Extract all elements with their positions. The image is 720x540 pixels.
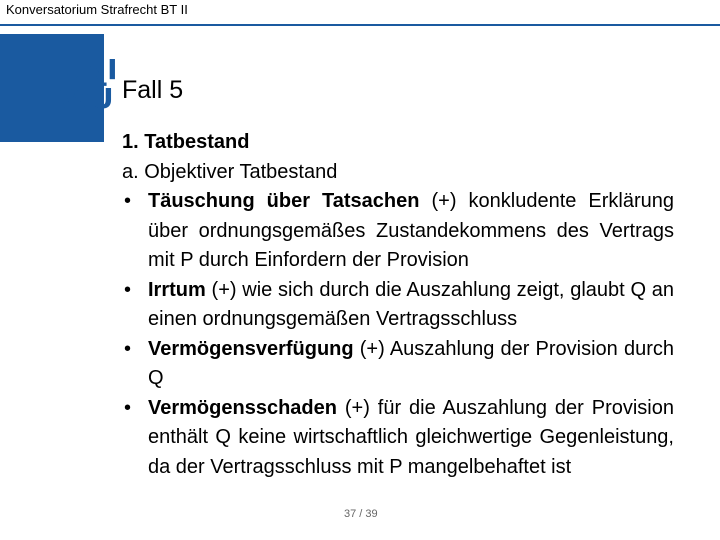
bullet-text: (+) Auszahlung der Provision durch Q — [148, 337, 674, 389]
list-item — [122, 276, 674, 335]
bullet-term: Täuschung über Tatsachen — [148, 190, 420, 212]
bullet-text: (+) wie sich durch die Auszahlung zeigt, glaubt Q an einen ordnungsgemäßen Vertragsschluss — [148, 278, 674, 330]
logo-line-1: UNI — [59, 53, 119, 86]
university-logo-text — [59, 55, 119, 113]
bullet-icon: • — [124, 337, 132, 360]
bullet-icon: • — [124, 278, 132, 301]
logo-line-2: WÜ — [59, 82, 115, 115]
subsection-heading: a. Objektiver Tatbestand — [122, 160, 338, 183]
bullet-term: Irrtum — [148, 278, 206, 301]
bullet-text: (+) konkludente Erklärung über ordnungsgemäßes Zustandekommens des Vertrags mit P durch Einfordern der Provision — [148, 190, 674, 271]
bullet-text: (+) für die Auszahlung der Provision enthält Q keine wirtschaftlich gleichwertige Gegenleistung, da der Vertragsschluss mit P mangelbehaftet ist — [148, 396, 674, 478]
bullet-icon: • — [124, 396, 132, 419]
slide-title: Fall 5 — [122, 76, 184, 104]
bullet-term: Vermögensschaden — [148, 396, 337, 419]
list-item — [122, 394, 674, 483]
bullet-list — [122, 187, 674, 482]
bullet-icon: • — [124, 190, 132, 212]
list-item — [122, 187, 674, 276]
page-number: 37 / 39 — [344, 508, 378, 520]
slide-content — [122, 128, 674, 482]
section-heading: 1. Tatbestand — [122, 131, 250, 153]
bullet-term: Vermögensverfügung — [148, 337, 354, 360]
list-item — [122, 335, 674, 394]
header-divider — [0, 24, 720, 26]
course-title: Konversatorium Strafrecht BT II — [6, 2, 188, 17]
